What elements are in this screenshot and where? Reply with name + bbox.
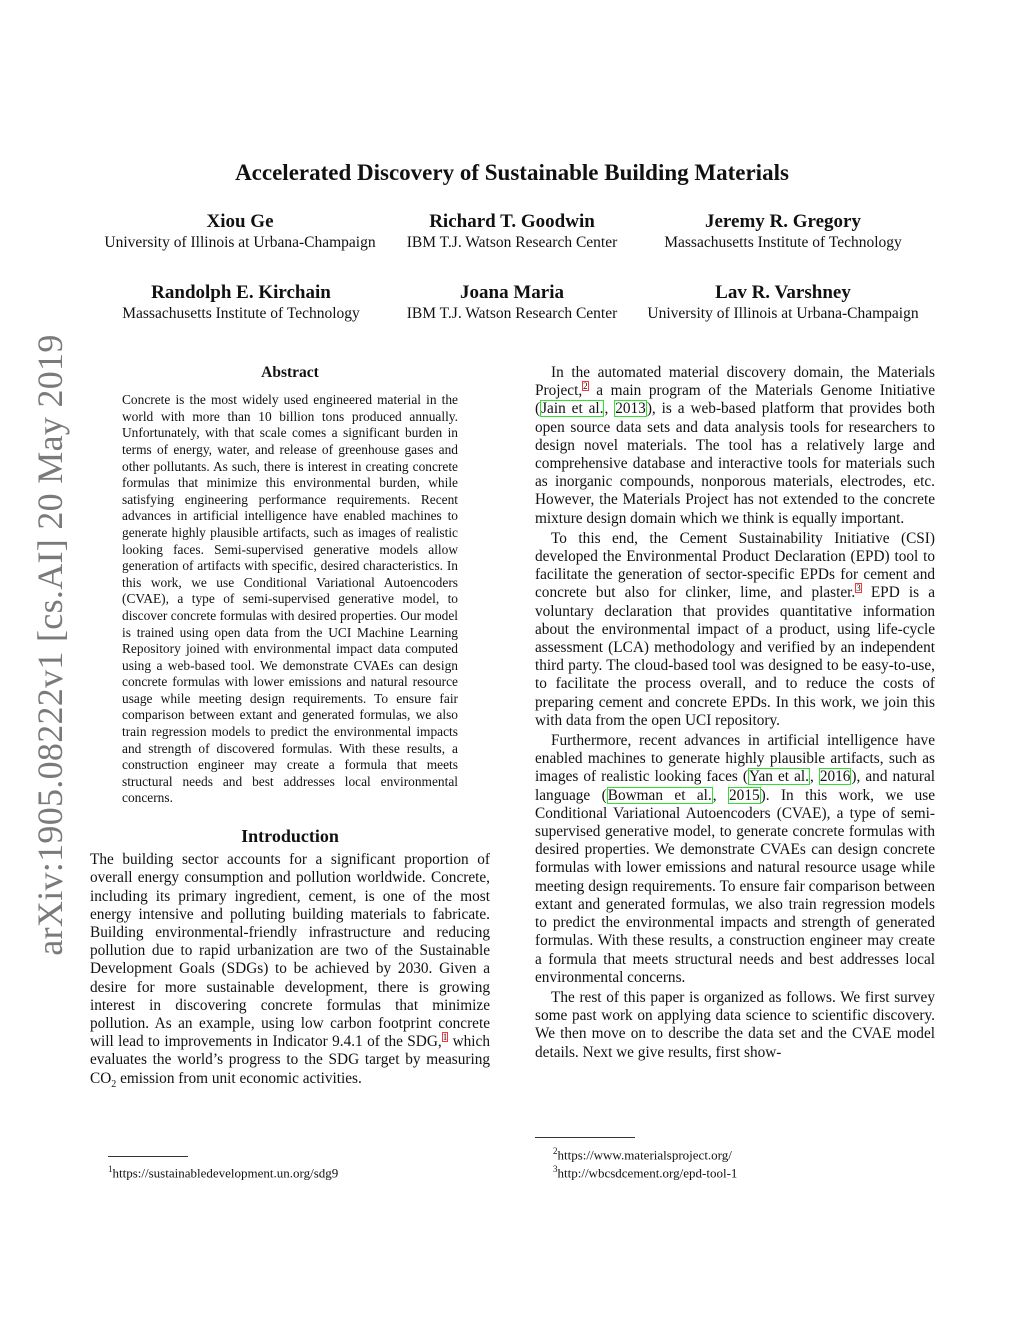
paragraph-text: ), is a web-based platform that provides both open source data sets and data analysis tools for researchers to design novel materials. The tool has a relatively large and comprehensive database and interactive tools for materials such as inorganic compounds, nonporous materials, electrodes, etc. However, the Materials Project has not extended to the concrete mixture design domain which we think is equally important.	[535, 400, 935, 527]
paragraph-text: Furthermore, recent advances in artificial intelligence have enabled machines to generate highly plausible artifacts, such as images of realistic looking faces (	[535, 732, 935, 786]
footnote-number: 2	[553, 1146, 558, 1156]
body-paragraph: The rest of this paper is organized as follows. We first survey some past work on applying data science to scientific discovery. We then move on to describe the data set and the CVAE model details. Next we give results, first show-	[535, 988, 935, 1061]
author-affiliation: University of Illinois at Urbana-Champaign	[647, 305, 919, 322]
footnote-number: 3	[553, 1164, 558, 1174]
author-name: Xiou Ge	[206, 211, 274, 232]
footnote-url[interactable]: https://sustainabledevelopment.un.org/sdg9	[112, 1165, 339, 1181]
paragraph-text: ). In this work, we use Conditional Variational Autoencoders (CVAE), a type of semi-supervised generative model, to generate concrete formulas with desired properties. We demonstrate CVAEs can design concrete formulas with lower emissions and natural resource usage while meeting design requirements. To ensure fair comparison between extant and generated formulas, we also train regression models to predict the environmental impacts and strength of generated formulas. With these results, a construction engineer may create a formula that meets structural needs and best addresses local environmental concerns.	[535, 786, 936, 986]
citation-separator: ,	[604, 400, 615, 418]
footnote-1	[108, 1161, 338, 1181]
author-block	[90, 211, 390, 253]
author-affiliation: University of Illinois at Urbana-Champaign	[104, 234, 376, 251]
paragraph-text: In the automated material discovery domain, the Materials Project,	[535, 364, 935, 400]
paragraph-text: ), and natural language (	[535, 768, 935, 804]
paragraph-text: To this end, the Cement Sustainability Initiative (CSI) developed the Environmental Product Declaration (EPD) tool to facilitate the generation of sector-specific EPDs for cement and concrete but also for clinker, lime, and plaster.	[535, 529, 935, 602]
author-affiliation: IBM T.J. Watson Research Center	[406, 305, 618, 322]
citation-separator: ,	[712, 786, 729, 804]
body-paragraph	[535, 364, 935, 528]
footnote-number: 1	[108, 1164, 113, 1174]
footnote-url[interactable]: https://www.materialsproject.org/	[557, 1147, 732, 1163]
footnote-2-link[interactable]: 2	[583, 381, 588, 392]
citation-separator: ,	[809, 768, 819, 786]
footnote-1-link[interactable]: 1	[442, 1032, 448, 1043]
citation-link[interactable]: Jain et al.	[541, 400, 604, 418]
author-affiliation: Massachusetts Institute of Technology	[664, 234, 902, 251]
author-name: Lav R. Varshney	[715, 282, 851, 303]
footnote-rule	[108, 1156, 188, 1157]
right-column	[535, 364, 935, 1064]
author-name: Richard T. Goodwin	[429, 211, 595, 232]
left-column	[90, 364, 490, 1090]
author-affiliation: IBM T.J. Watson Research Center	[406, 234, 618, 251]
author-block	[392, 282, 632, 324]
abstract-text: Concrete is the most widely used engineered material in the world with more than 10 billion tons produced annually. Unfortunately, with that scale comes a significant burden in terms of energy, water, and release of greenhouse gases and other pollutants. As such, there is interest in creating concrete formulas that minimize this environmental burden, while satisfying engineering performance requirements. Recent advances in artificial intelligence have enabled machines to generate highly plausible artifacts, such as images of realistic looking faces. Semi-supervised generative models allow generation of artifacts with specific, desired characteristics. In this work, we use Conditional Variational Autoencoders (CVAE), a type of semi-supervised generative model, to discover concrete formulas with desired properties. Our model is trained using open data from the UCI Machine Learning Repository joined with environmental impact data computed using a web-based tool. We demonstrate CVAEs can design concrete formulas with lower emissions and natural resource usage while meeting design requirements. To ensure fair comparison between extant and generated formulas, we also train regression models to predict the environmental impacts and strength of discovered formulas. With these results, a construction engineer may create a formula that meets structural needs and best addresses local environmental concerns.	[122, 392, 458, 806]
body-paragraph	[535, 530, 935, 730]
introduction-heading: Introduction	[241, 826, 339, 847]
citation-year-link[interactable]: 2016	[819, 768, 851, 786]
author-name: Joana Maria	[460, 282, 564, 303]
author-affiliation: Massachusetts Institute of Technology	[122, 305, 360, 322]
citation-year-link[interactable]: 2013	[615, 400, 646, 418]
body-paragraph	[535, 732, 935, 987]
abstract-heading: Abstract	[261, 364, 319, 381]
citation-link[interactable]: Bowman et al.	[607, 786, 712, 804]
paragraph-text: The building sector accounts for a significant proportion of overall energy consumption and pollution worldwide. Concrete, including its primary ingredient, cement, is one of the most energy intensive and polluting building materials to fabricate. Building environmental-friendly infrastructure and reducing pollution due to rapid urbanization are two of the Sustainable Development Goals (SDGs) to be achieved by 2030. Given a desire for more sustainable development, there is growing interest in discovering concrete formulas that minimize pollution. As an example, using low carbon footprint concrete will lead to improvements in Indicator 9.4.1 of the SDG,	[90, 851, 490, 1051]
subscript: 2	[111, 1078, 117, 1090]
author-name: Randolph E. Kirchain	[151, 282, 331, 303]
citation-link[interactable]: Yan et al.	[748, 768, 809, 786]
paper-title: Accelerated Discovery of Sustainable Building Materials	[235, 160, 789, 185]
footnote-url[interactable]: http://wbcsdcement.org/epd-tool-1	[557, 1165, 738, 1181]
arxiv-identifier: arXiv:1905.08222v1 [cs.AI] 20 May 2019	[30, 334, 70, 956]
author-block	[642, 211, 924, 253]
footnote-3	[553, 1161, 737, 1181]
paragraph-text: a main program of the Materials Genome Initiative (	[535, 382, 935, 418]
author-block	[634, 282, 932, 324]
author-name: Jeremy R. Gregory	[705, 211, 861, 232]
citation-year-link[interactable]: 2015	[729, 786, 760, 804]
footnote-rule	[535, 1137, 635, 1138]
abstract-body	[90, 392, 490, 807]
paragraph-text: EPD is a voluntary declaration that provides quantitative information about the environmental impact of a product, using life-cycle assessment (LCA) methodology and verified by an independent third party. The cloud-based tool was designed to be easy-to-use, to facilitate the process overall, and to reduce the costs of preparing cement and concrete EPDs. In this work, we join this with data from the open UCI repository.	[535, 584, 935, 729]
footnote-3-link[interactable]: 3	[856, 583, 861, 594]
paragraph-text: emission from unit economic activities.	[116, 1069, 362, 1087]
author-block	[100, 282, 382, 324]
paragraph-text: which evaluates the world’s progress to the SDG target by measuring CO	[90, 1033, 490, 1087]
introduction-paragraph	[90, 851, 490, 1088]
author-block	[392, 211, 632, 253]
